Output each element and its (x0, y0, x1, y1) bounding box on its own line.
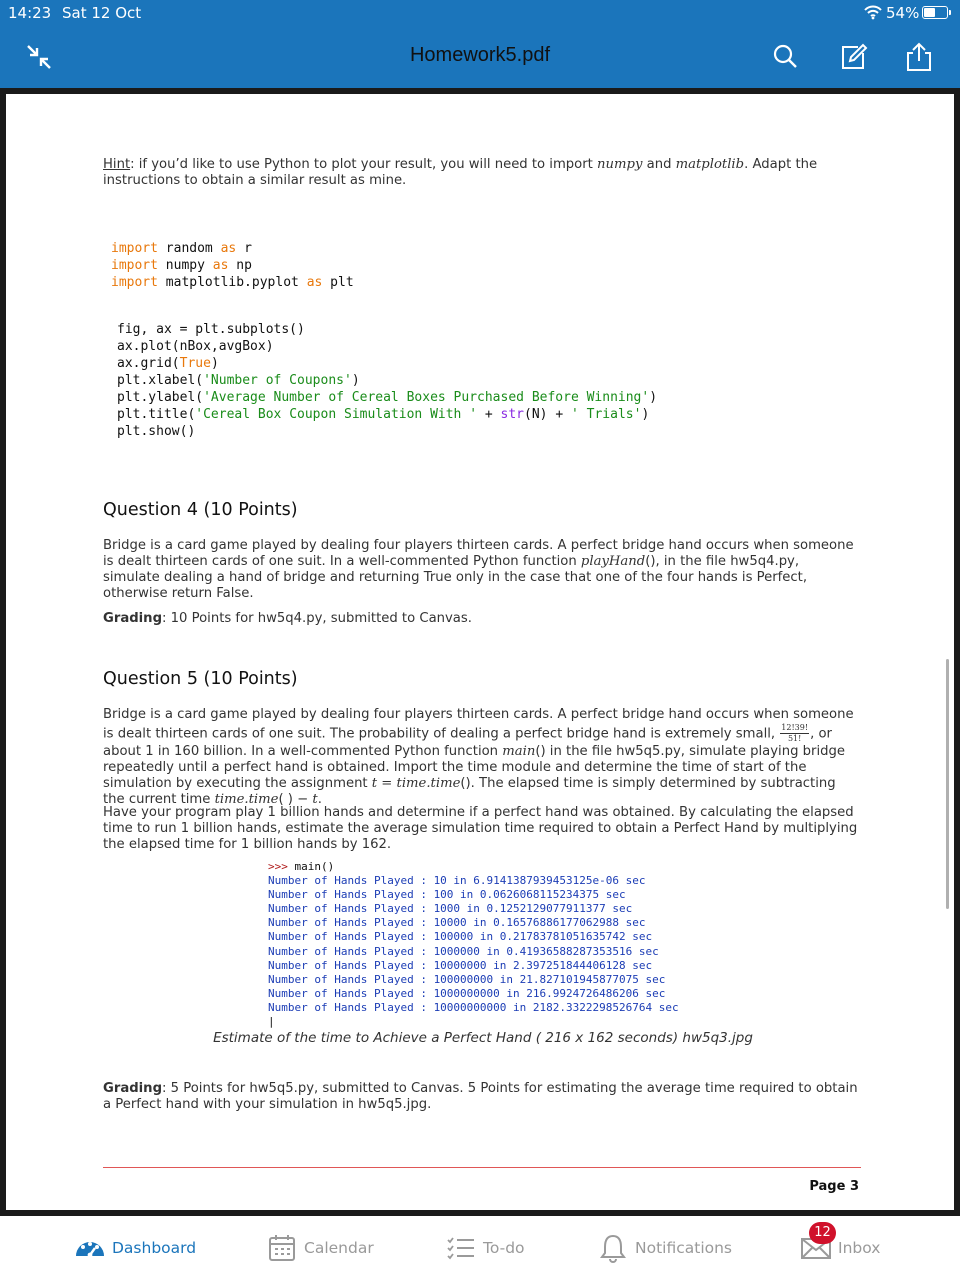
q4-math-playhand: playHand (580, 554, 646, 569)
q5-text-1: Bridge is a card game played by dealing four players thirteen cards. A perfect bridge hand occurs when someone is dealt thirteen cards of one suit. The probability of dealing a perfect bridge hand is extremely small, (103, 707, 854, 742)
code-text: plt.ylabel( (117, 390, 204, 405)
fraction-denominator: 51! (787, 734, 802, 743)
console-output (268, 860, 679, 1029)
console-line: Number of Hands Played : 10000000000 in 2182.3322298526764 sec (268, 1000, 679, 1014)
code-keyword: as (306, 275, 323, 290)
calendar-icon (266, 1232, 298, 1264)
console-line: Number of Hands Played : 10000 in 0.16576886177062988 sec (268, 916, 646, 930)
console-line: Number of Hands Played : 10000000 in 2.397251844406128 sec (268, 958, 653, 972)
code-keyword: import (111, 258, 158, 273)
question-5-heading: Question 5 (10 Points) (103, 669, 298, 689)
bell-icon (597, 1232, 629, 1264)
code-text: ) (641, 407, 650, 422)
hint-text-1: : if you’d like to use Python to plot your result, you will need to import (130, 157, 598, 172)
probability-fraction (780, 723, 809, 744)
code-line: fig, ax = plt.subplots() (117, 322, 305, 337)
code-line: plt.show() (117, 424, 196, 439)
code-line (111, 274, 354, 291)
plot-code-block (117, 321, 657, 440)
annotate-icon[interactable] (836, 40, 870, 74)
code-builtin: str (500, 407, 525, 422)
battery-icon (922, 6, 948, 19)
hint-math-numpy: numpy (597, 157, 643, 172)
code-module: matplotlib.pyplot (157, 275, 307, 290)
question-5-grading (103, 1081, 859, 1113)
code-alias: np (228, 258, 252, 273)
code-keyword: as (212, 258, 229, 273)
code-keyword: as (220, 241, 237, 256)
console-prompt-line (268, 860, 679, 874)
code-string: 'Number of Coupons' (203, 373, 352, 388)
q5-text-5: ( ) − (278, 792, 313, 807)
console-call: main() (287, 860, 335, 873)
q5-text-3: () in the file hw5q5.py, simulate playing bridge repeatedly until a perfect hand is obtained. Import the time module and determine the time of start of the simulation by executing the assignment (103, 744, 845, 791)
hint-text-2: and (642, 157, 676, 172)
console-line: Number of Hands Played : 1000 in 0.1252129077911377 sec (268, 902, 633, 916)
code-text: plt.title( (117, 407, 196, 422)
wifi-icon (864, 4, 882, 24)
code-module: numpy (157, 258, 213, 273)
code-text: + (477, 407, 501, 422)
tab-notifications[interactable] (597, 1232, 732, 1264)
code-line (117, 355, 657, 372)
q5-math-main: main (502, 744, 536, 759)
q5-text-4: (). The elapsed time is simply determined by subtracting the current time (103, 776, 836, 807)
code-module: random (157, 241, 221, 256)
tab-label: Inbox (838, 1239, 881, 1257)
hint-math-matplotlib: matplotlib (675, 157, 745, 172)
q5-text-6: . (317, 792, 322, 807)
code-line: ax.plot(nBox,avgBox) (117, 339, 274, 354)
code-line (117, 406, 657, 423)
question-5-paragraph (103, 707, 859, 808)
code-line (117, 389, 657, 406)
battery-percent: 54% (886, 4, 920, 22)
hint-paragraph (103, 157, 859, 189)
code-text: ) (649, 390, 658, 405)
code-string: 'Average Number of Cereal Boxes Purchased Before Winning' (203, 390, 650, 405)
scrollbar[interactable] (946, 659, 949, 909)
console-line: Number of Hands Played : 100000 in 0.21783781051635742 sec (268, 930, 653, 944)
code-keyword: import (111, 241, 158, 256)
console-line: Number of Hands Played : 100 in 0.0626068115234375 sec (268, 888, 626, 902)
code-keyword: import (111, 275, 158, 290)
code-alias: plt (322, 275, 354, 290)
console-prompt: >>> (268, 860, 288, 873)
figure-caption: Estimate of the time to Achieve a Perfect Hand ( 216 x 162 seconds) hw5q3.jpg (213, 1030, 753, 1046)
question-4-heading: Question 4 (10 Points) (103, 500, 298, 520)
code-alias: r (236, 241, 252, 256)
code-keyword: True (179, 356, 211, 371)
import-code-block (111, 240, 354, 291)
q5-math-assignment: t = time.time (371, 776, 461, 791)
code-string: ' Trials' (570, 407, 642, 422)
status-bar (0, 0, 960, 26)
console-line: Number of Hands Played : 1000000 in 0.41936588287353516 sec (268, 944, 659, 958)
code-line (117, 372, 657, 389)
pdf-page[interactable] (6, 94, 954, 1210)
q5-text-2: , or about 1 in 160 billion. In a well-commented Python function (103, 726, 832, 759)
tab-label: Notifications (635, 1239, 733, 1257)
grading-text: : 5 Points for hw5q5.py, submitted to Canvas. 5 Points for estimating the average time required to obtain a Perfect hand with your simulation in hw5q5.jpg. (103, 1081, 858, 1112)
share-icon[interactable] (902, 40, 936, 74)
console-line: Number of Hands Played : 10 in 6.9141387939453125e-06 sec (268, 874, 646, 888)
code-line (111, 257, 354, 274)
question-4-grading (103, 611, 859, 627)
code-string: 'Cereal Box Coupon Simulation With ' (195, 407, 478, 422)
q4-text-2: (), in the file hw5q4.py, simulate dealing a hand of bridge and returning True only in the case that one of the four hands is Perfect, otherwise return False. (103, 554, 808, 601)
hint-label: Hint (103, 157, 131, 172)
q4-text-1: Bridge is a card game played by dealing four players thirteen cards. A perfect bridge hand occurs when someone is dealt thirteen cards of one suit. In a well-commented Python function (103, 538, 854, 569)
tab-calendar[interactable] (266, 1232, 374, 1264)
document-title: Homework5.pdf (409, 44, 551, 66)
tab-label: To-do (483, 1239, 525, 1257)
page-number: Page 3 (809, 1179, 859, 1194)
grading-text: : 10 Points for hw5q4.py, submitted to Canvas. (162, 611, 472, 626)
console-line: Number of Hands Played : 1000000000 in 216.9924726486206 sec (268, 986, 666, 1000)
search-icon[interactable] (768, 40, 802, 74)
tab-dashboard[interactable] (74, 1232, 196, 1264)
document-toolbar (0, 26, 960, 88)
footer-divider (103, 1167, 861, 1168)
console-cursor: | (268, 1015, 275, 1029)
question-4-paragraph (103, 538, 859, 602)
code-text: ax.grid( (117, 356, 180, 371)
dashboard-icon (74, 1232, 106, 1264)
inbox-badge: 12 (809, 1222, 836, 1244)
code-text: plt.xlabel( (117, 373, 204, 388)
q5-math-time: time.time (214, 792, 279, 807)
grading-label: Grading (103, 611, 163, 626)
grading-label: Grading (103, 1081, 163, 1096)
tab-label: Dashboard (112, 1239, 197, 1257)
code-line (111, 240, 354, 257)
code-text: (N) + (524, 407, 571, 422)
code-text: ) (210, 356, 219, 371)
fraction-numerator: 12!39! (781, 723, 809, 732)
code-text: ) (351, 373, 360, 388)
hint-text-3: . Adapt the instructions to obtain a similar result as mine. (103, 157, 818, 188)
status-date: Sat 12 Oct (62, 4, 142, 22)
tab-label: Calendar (304, 1239, 374, 1257)
tab-todo[interactable] (445, 1232, 525, 1264)
console-line: Number of Hands Played : 100000000 in 21.827101945877075 sec (268, 972, 666, 986)
status-time: 14:23 (8, 4, 52, 22)
question-5-paragraph-2: Have your program play 1 billion hands and determine if a perfect hand was obtained. By calculating the elapsed time to run 1 billion hands, estimate the average simulation time required to obtain a Perfect Hand by multiplying the elapsed time for 1 billion hands by 162. (103, 805, 858, 852)
q5-math-t: t (312, 792, 318, 807)
todo-icon (445, 1232, 477, 1264)
